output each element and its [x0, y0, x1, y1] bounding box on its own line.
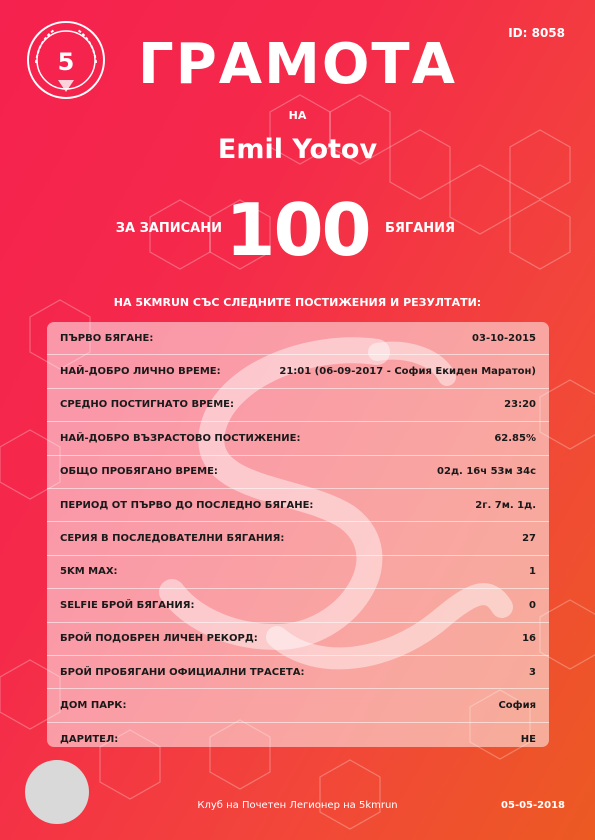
- stat-row: [47, 623, 549, 656]
- stat-label: БРОЙ ПОДОБРЕН ЛИЧЕН РЕКОРД:: [60, 633, 258, 645]
- stat-value: 16: [522, 633, 536, 645]
- stat-value: НЕ: [520, 733, 536, 745]
- svg-text:5: 5: [57, 48, 75, 76]
- stat-row: [47, 389, 549, 422]
- stat-label: СРЕДНО ПОСТИГНАТО ВРЕМЕ:: [60, 399, 235, 411]
- stat-row: [47, 522, 549, 555]
- stat-row: [47, 723, 549, 747]
- stat-value: 02д. 16ч 53м 34с: [437, 466, 536, 478]
- issue-date: 05-05-2018: [501, 800, 565, 811]
- stat-label: СЕРИЯ В ПОСЛЕДОВАТЕЛНИ БЯГАНИЯ:: [60, 533, 285, 545]
- stat-row: [47, 556, 549, 589]
- stat-row: [47, 422, 549, 455]
- record-suffix: БЯГАНИЯ: [385, 221, 456, 236]
- stat-label: SELFIE БРОЙ БЯГАНИЯ:: [60, 599, 195, 611]
- stat-label: ДАРИТЕЛ:: [60, 733, 119, 745]
- stat-label: 5KM MAX:: [60, 566, 118, 578]
- stat-label: ОБЩО ПРОБЯГАНО ВРЕМЕ:: [60, 466, 218, 478]
- stat-row: [47, 355, 549, 388]
- stat-row: [47, 489, 549, 522]
- results-subheading: НА 5KMRUN СЪС СЛЕДНИТЕ ПОСТИЖЕНИЯ И РЕЗУЛТАТИ:: [113, 296, 482, 309]
- stat-label: НАЙ-ДОБРО ЛИЧНО ВРЕМЕ:: [60, 366, 221, 378]
- club-name: Клуб на Почетен Легионер на 5kmrun: [197, 800, 398, 811]
- to-label: НА: [288, 109, 307, 122]
- stat-value: 21:01 (06-09-2017 - София Екиден Маратон): [279, 366, 536, 378]
- stat-label: ПЕРИОД ОТ ПЪРВО ДО ПОСЛЕДНО БЯГАНЕ:: [60, 499, 314, 511]
- stat-value: 2г. 7м. 1д.: [475, 499, 536, 511]
- stat-row: [47, 589, 549, 622]
- stat-value: 23:20: [504, 399, 536, 411]
- stat-row: [47, 322, 549, 355]
- stat-label: НАЙ-ДОБРО ВЪЗРАСТОВО ПОСТИЖЕНИЕ:: [60, 432, 301, 444]
- stat-label: БРОЙ ПРОБЯГАНИ ОФИЦИАЛНИ ТРАСЕТА:: [60, 666, 305, 678]
- record-prefix: ЗА ЗАПИСАНИ: [115, 221, 222, 236]
- stat-value: 0: [529, 599, 536, 611]
- stat-value: 3: [529, 666, 536, 678]
- stat-row: [47, 656, 549, 689]
- stamp-placeholder: [25, 760, 89, 824]
- stat-value: 62.85%: [494, 432, 536, 444]
- stat-value: 03-10-2015: [472, 332, 536, 344]
- stat-label: ПЪРВО БЯГАНЕ:: [60, 332, 154, 344]
- stat-value: 1: [529, 566, 536, 578]
- stat-value: 27: [522, 533, 536, 545]
- stats-panel: [47, 322, 549, 747]
- stat-row: [47, 689, 549, 722]
- recipient-name: Emil Yotov: [217, 134, 378, 165]
- record-count: 100: [225, 188, 370, 272]
- record-line: [0, 180, 595, 280]
- stat-value: София: [498, 699, 536, 711]
- stat-row: [47, 456, 549, 489]
- stats-list: [47, 322, 549, 747]
- stat-label: ДОМ ПАРК:: [60, 699, 127, 711]
- certificate-title: ГРАМОТА: [138, 32, 457, 97]
- document-id: ID: 8058: [508, 26, 565, 40]
